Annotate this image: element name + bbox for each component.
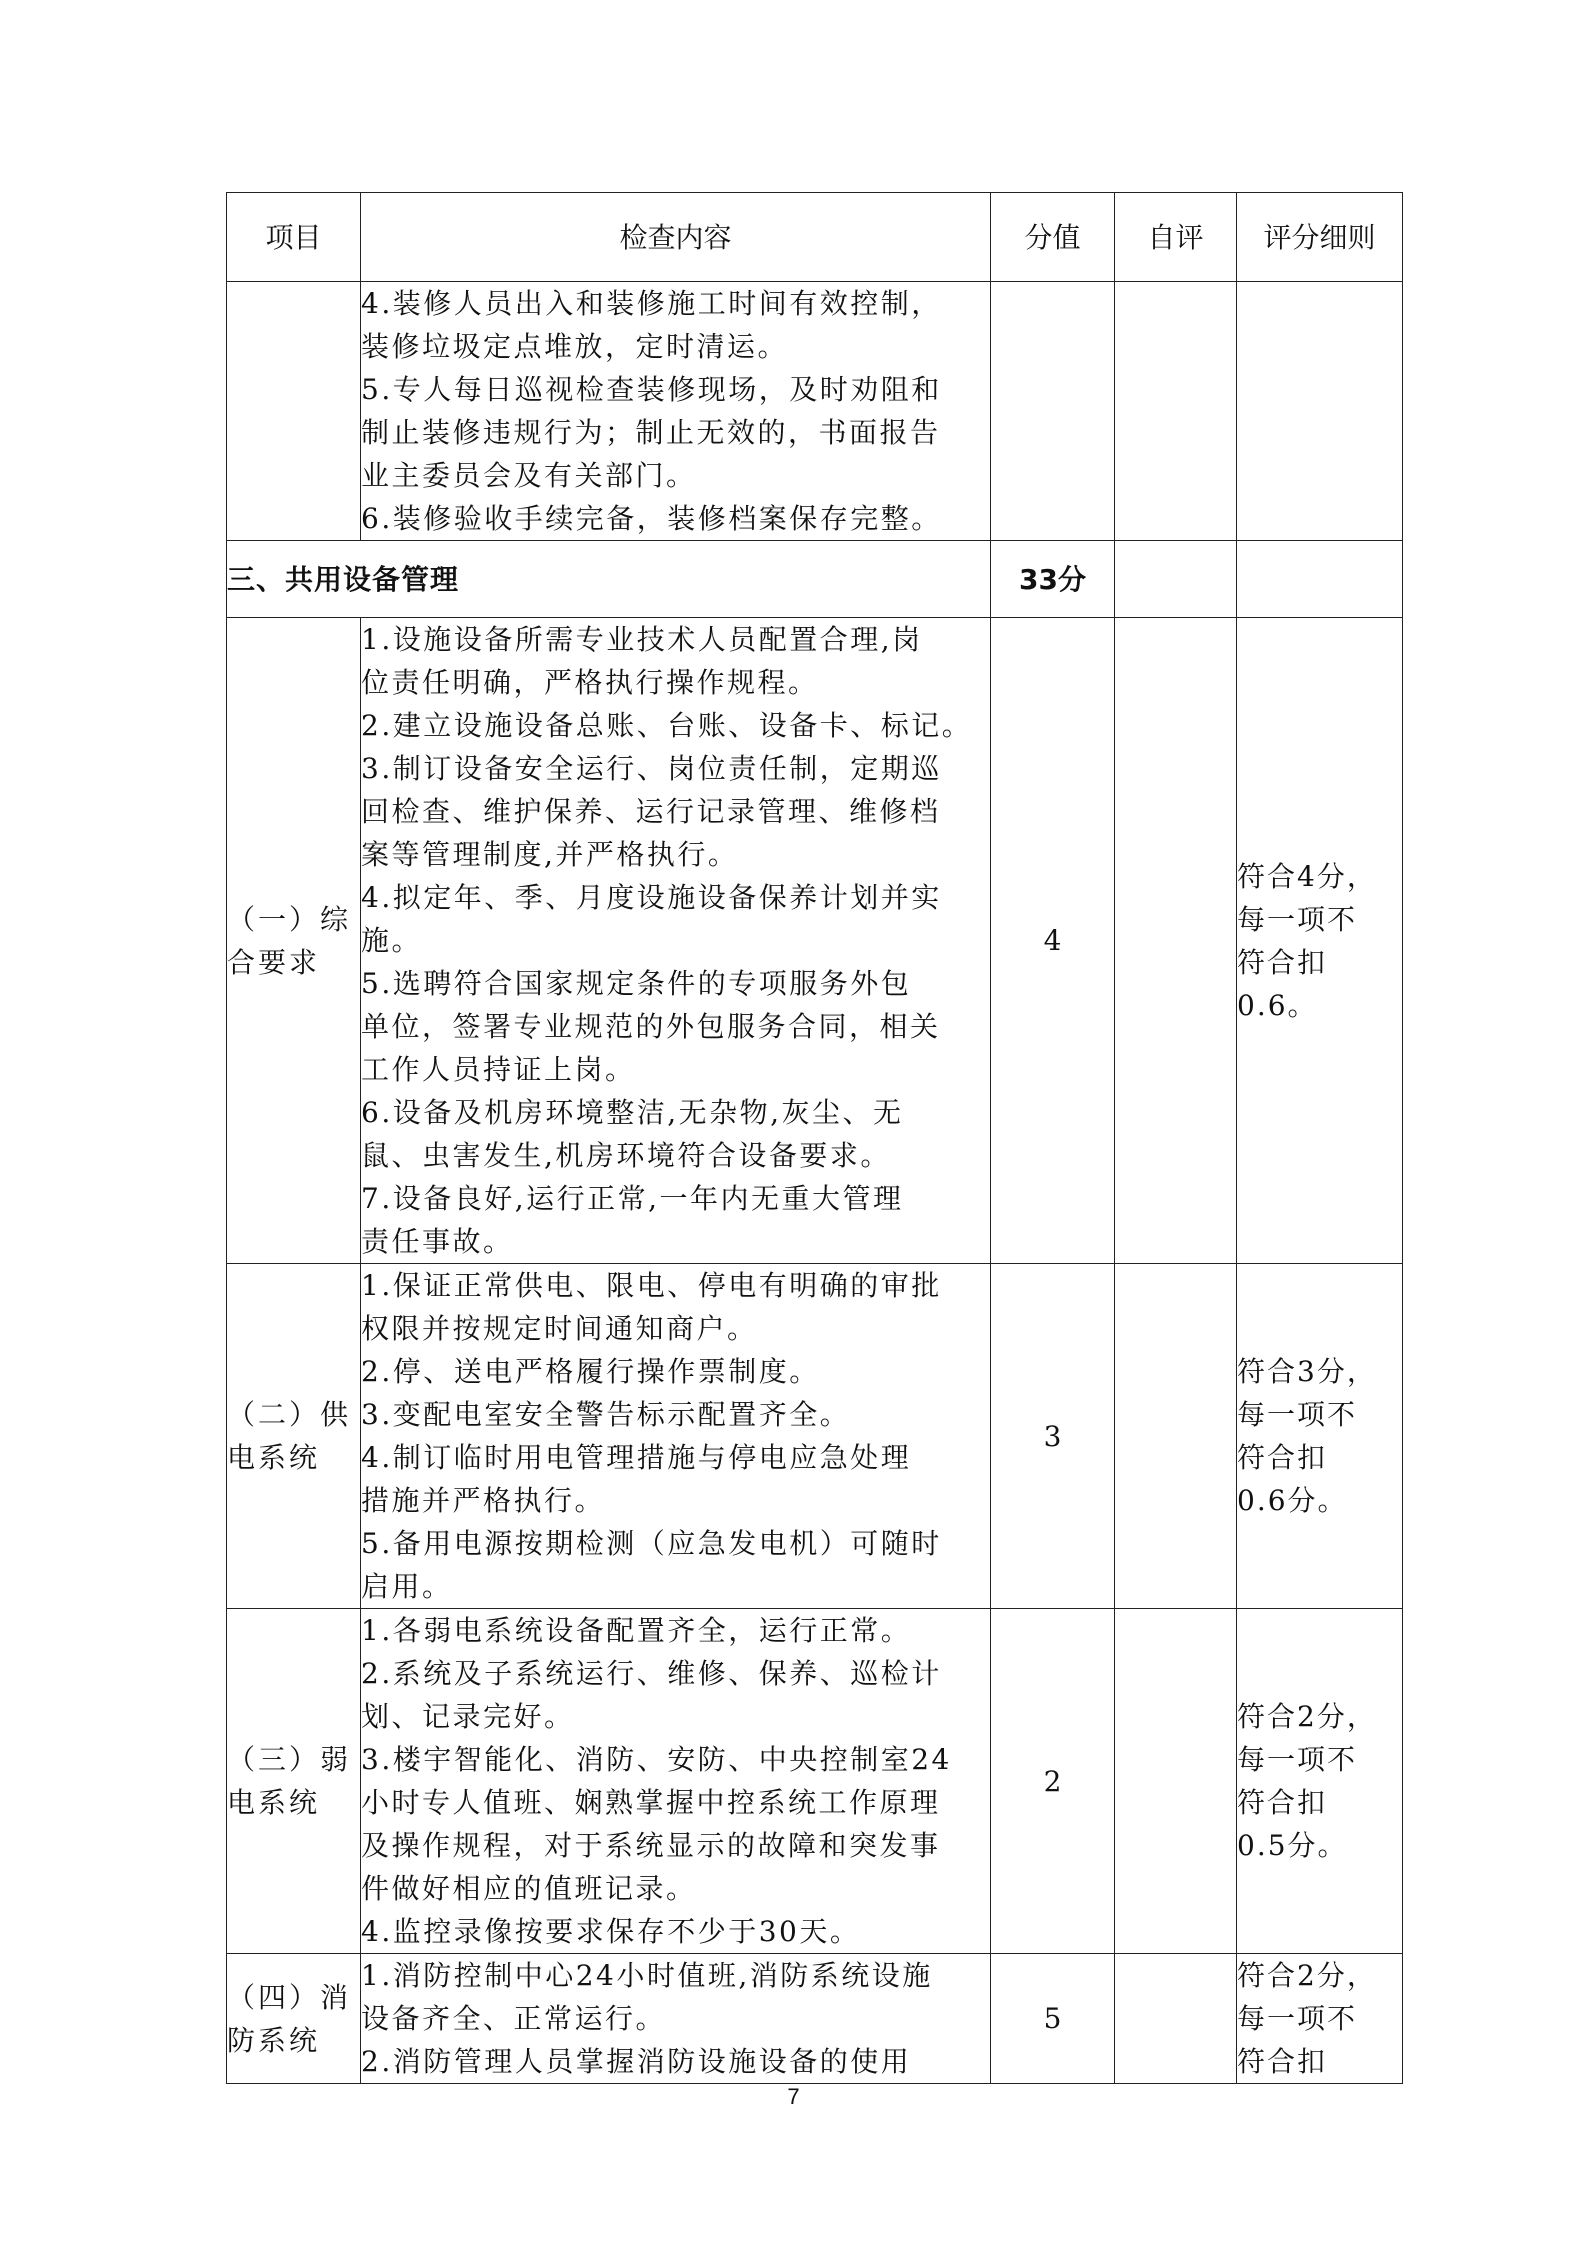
scoring-rule-cell (1237, 1609, 1403, 1954)
rule-line: 符合扣 (1237, 1441, 1328, 1474)
self-eval-cell (1115, 1264, 1237, 1609)
header-row (227, 193, 1403, 282)
scoring-rule-cell (1237, 1264, 1403, 1609)
rule-line: 符合2分， (1237, 1959, 1377, 1992)
score-cell: 4 (991, 618, 1115, 1264)
section-score: 33分 (991, 541, 1115, 618)
content-line: 1.消防控制中心24小时值班,消防系统设施 (361, 1959, 933, 1992)
content-line: 4.监控录像按要求保存不少于30天。 (361, 1915, 861, 1948)
content-line: 3.制订设备安全运行、岗位责任制，定期巡 (361, 752, 942, 785)
content-line: 小时专人值班、娴熟掌握中控系统工作原理 (361, 1786, 941, 1819)
content-line: 2.停、送电严格履行操作票制度。 (361, 1355, 820, 1388)
content-cell (361, 1954, 991, 2084)
project-line: 电系统 (227, 1786, 321, 1819)
content-cell (361, 282, 991, 541)
scoring-rule-cell (1237, 282, 1403, 541)
rule-line: 0.5分。 (1237, 1829, 1348, 1862)
score-cell (991, 282, 1115, 541)
project-line: （二）供 (227, 1398, 352, 1431)
content-line: 4.装修人员出入和装修施工时间有效控制， (361, 287, 942, 320)
rule-line: 符合2分， (1237, 1700, 1377, 1733)
content-line: 制止装修违规行为；制止无效的，书面报告 (361, 416, 941, 449)
self-eval-cell (1115, 1954, 1237, 2084)
content-line: 4.拟定年、季、月度设施设备保养计划并实 (361, 881, 942, 914)
project-line: 防系统 (227, 2023, 321, 2057)
content-line: 工作人员持证上岗。 (361, 1053, 636, 1086)
content-line: 回检查、维护保养、运行记录管理、维修档 (361, 795, 941, 828)
content-line: 1.保证正常供电、限电、停电有明确的审批 (361, 1269, 942, 1302)
rule-line: 符合扣 (1237, 945, 1328, 979)
rule-line: 0.6分。 (1237, 1484, 1348, 1517)
header-self-eval: 自评 (1115, 193, 1237, 282)
content-line: 单位，签署专业规范的外包服务合同，相关 (361, 1010, 941, 1043)
project-line: （一）综 (227, 902, 352, 936)
section-row (227, 541, 1403, 618)
self-eval-cell (1115, 1609, 1237, 1954)
project-cell (227, 618, 361, 1264)
content-cell (361, 618, 991, 1264)
content-line: 划、记录完好。 (361, 1700, 575, 1733)
content-line: 案等管理制度,并严格执行。 (361, 838, 739, 871)
content-line: 装修垃圾定点堆放，定时清运。 (361, 330, 789, 363)
content-line: 权限并按规定时间通知商户。 (361, 1312, 758, 1345)
project-cell (227, 1954, 361, 2084)
rule-line: 每一项不 (1237, 1743, 1358, 1776)
self-eval-cell (1115, 541, 1237, 618)
content-line: 5.专人每日巡视检查装修现场，及时劝阻和 (361, 373, 942, 406)
scoring-rule-cell (1237, 618, 1403, 1264)
content-line: 5.备用电源按期检测（应急发电机）可随时 (361, 1527, 942, 1560)
inspection-table (226, 192, 1403, 2084)
section-title: 三、共用设备管理 (227, 541, 991, 618)
content-line: 鼠、虫害发生,机房环境符合设备要求。 (361, 1139, 891, 1172)
content-line: 2.系统及子系统运行、维修、保养、巡检计 (361, 1657, 942, 1690)
content-line: 1.各弱电系统设备配置齐全，运行正常。 (361, 1614, 912, 1647)
project-cell (227, 1264, 361, 1609)
page-number: 7 (787, 2084, 800, 2109)
content-line: 施。 (361, 924, 423, 957)
rule-line: 符合扣 (1237, 1786, 1328, 1819)
score-cell: 2 (991, 1609, 1115, 1954)
self-eval-cell (1115, 618, 1237, 1264)
project-line: （四）消 (227, 1980, 352, 2014)
table-row (227, 618, 1403, 1264)
rule-line: 每一项不 (1237, 1398, 1358, 1431)
project-line: （三）弱 (227, 1743, 352, 1776)
rule-line: 0.6。 (1237, 988, 1318, 1022)
content-line: 2.消防管理人员掌握消防设施设备的使用 (361, 2045, 912, 2078)
header-content: 检查内容 (361, 193, 991, 282)
table-row (227, 1264, 1403, 1609)
content-line: 措施并严格执行。 (361, 1484, 606, 1517)
rule-line: 符合3分， (1237, 1355, 1377, 1388)
header-score: 分值 (991, 193, 1115, 282)
rule-line: 符合4分， (1237, 859, 1377, 893)
content-line: 设备齐全、正常运行。 (361, 2002, 667, 2035)
header-scoring-rule: 评分细则 (1237, 193, 1403, 282)
content-cell (361, 1609, 991, 1954)
content-line: 2.建立设施设备总账、台账、设备卡、标记。 (361, 709, 973, 742)
content-line: 3.楼宇智能化、消防、安防、中央控制室24 (361, 1743, 952, 1776)
content-line: 业主委员会及有关部门。 (361, 459, 697, 492)
project-cell (227, 1609, 361, 1954)
header-project: 项目 (227, 193, 361, 282)
rule-line: 每一项不 (1237, 2002, 1358, 2035)
project-line: 合要求 (227, 945, 321, 979)
content-line: 位责任明确，严格执行操作规程。 (361, 666, 819, 699)
content-line: 及操作规程，对于系统显示的故障和突发事 (361, 1829, 941, 1862)
table-row (227, 282, 1403, 541)
content-line: 4.制订临时用电管理措施与停电应急处理 (361, 1441, 912, 1474)
rule-line: 每一项不 (1237, 902, 1358, 936)
scoring-rule-cell (1237, 1954, 1403, 2084)
project-cell (227, 282, 361, 541)
project-line: 电系统 (227, 1441, 321, 1474)
content-line: 6.设备及机房环境整洁,无杂物,灰尘、无 (361, 1096, 904, 1129)
scoring-rule-cell (1237, 541, 1403, 618)
content-line: 件做好相应的值班记录。 (361, 1872, 697, 1905)
content-line: 5.选聘符合国家规定条件的专项服务外包 (361, 967, 912, 1000)
content-line: 责任事故。 (361, 1225, 514, 1258)
content-line: 3.变配电室安全警告标示配置齐全。 (361, 1398, 851, 1431)
rule-line: 符合扣 (1237, 2045, 1328, 2078)
content-line: 7.设备良好,运行正常,一年内无重大管理 (361, 1182, 904, 1215)
table-row (227, 1954, 1403, 2084)
content-cell (361, 1264, 991, 1609)
table-row (227, 1609, 1403, 1954)
score-cell: 5 (991, 1954, 1115, 2084)
content-line: 6.装修验收手续完备，装修档案保存完整。 (361, 502, 942, 535)
content-line: 1.设施设备所需专业技术人员配置合理,岗 (361, 623, 923, 656)
content-line: 启用。 (361, 1570, 453, 1603)
score-cell: 3 (991, 1264, 1115, 1609)
self-eval-cell (1115, 282, 1237, 541)
